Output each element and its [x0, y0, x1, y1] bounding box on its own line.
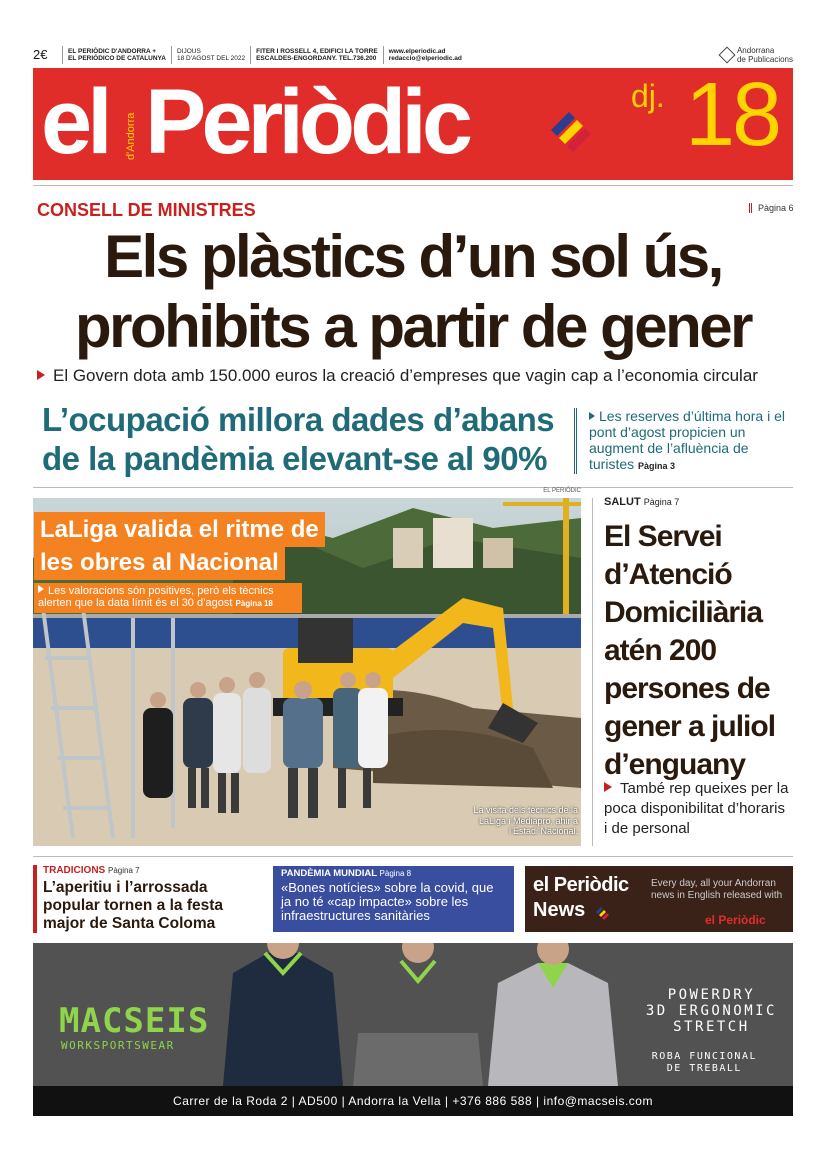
logo-periodic: Periòdic — [145, 71, 469, 173]
web-info[interactable] — [384, 46, 467, 64]
second-headline-line-2[interactable]: de la pandèmia elevant-se al 90% — [42, 440, 547, 477]
divider — [33, 856, 793, 857]
lead-page-ref: Pàgina 6 — [749, 203, 794, 213]
photo-kicker-line-2[interactable]: les obres al Nacional — [34, 545, 285, 580]
price: 2€ — [33, 46, 63, 64]
teaser-tradicions[interactable] — [33, 865, 263, 933]
teaser-2-page: Pàgina 8 — [379, 869, 412, 878]
logo-andorra: d'Andorra — [125, 112, 137, 160]
email-link[interactable]: redaccio@elperiodic.ad — [388, 55, 462, 62]
day-number: 18 — [685, 68, 780, 165]
ad-logo-sub: WORKSPORTSWEAR — [61, 1039, 175, 1052]
logo-el: el — [41, 71, 108, 173]
ad-slogan2-line-2: DE TREBALL — [666, 1063, 742, 1074]
news-promo-name-2: News — [533, 899, 586, 921]
right-headline[interactable]: El Servei d’Atenció Domiciliària atén 200 persones de gener a juliol d’enguany — [604, 520, 776, 781]
news-promo-brand: el Periòdic — [705, 913, 766, 927]
second-side-page: Pàgina 3 — [638, 461, 676, 471]
teaser-2-kicker-text: PANDÈMIA MUNDIAL — [281, 868, 377, 879]
photo-deck-text: Les valoracions són positives, però els tècnics alerten que la data límit és el 30 d’agost — [38, 585, 274, 609]
website-link[interactable]: www.elperiodic.ad — [388, 47, 446, 55]
bullet-triangle-icon — [38, 585, 44, 593]
news-promo[interactable] — [525, 866, 793, 932]
second-side-text: Les reserves d’última hora i el pont d’agost propicien un augment de l’afluència de turistes — [589, 408, 785, 472]
teaser-pandemia[interactable] — [273, 866, 514, 932]
publisher-line-2: EL PERIÓDICO DE CATALUNYA — [68, 55, 166, 62]
lead-headline-line-2[interactable]: prohibits a partir de gener — [75, 293, 751, 360]
lead-subhead-text: El Govern dota amb 150.000 euros la creació d’empreses que vagin cap a l’economia circular — [53, 366, 758, 385]
ad-slogan2-line-1: ROBA FUNCIONAL — [651, 1051, 757, 1062]
column-divider — [592, 498, 593, 846]
teaser-1-kicker — [43, 865, 263, 876]
association-diamond-icon — [718, 47, 735, 64]
second-side-note — [574, 408, 792, 474]
teaser-2-headline[interactable]: «Bones notícies» sobre la covid, que ja no té «cap impacte» sobre les infraestructures sanitàries — [281, 880, 494, 923]
right-deck-text: També rep queixes per la poca disponibilitat d’horaris i de personal — [604, 780, 789, 837]
lead-subhead — [37, 366, 758, 386]
day-abbreviation: dj. — [631, 78, 665, 114]
teaser-1-page: Pàgina 7 — [108, 866, 140, 875]
masthead[interactable] — [33, 68, 793, 180]
address-line-1: FITER I ROSSELL 4, EDIFICI LA TORRE — [256, 47, 378, 55]
right-kicker-page: Pàgina 7 — [643, 497, 680, 507]
lead-kicker: CONSELL DE MINISTRES — [37, 200, 256, 220]
divider — [33, 185, 793, 186]
address-info — [251, 46, 384, 64]
news-promo-name-1: el Periòdic — [533, 874, 629, 896]
date-line-1: DIJOUS — [177, 47, 201, 55]
teaser-2-kicker — [281, 868, 506, 879]
photo-kicker-line-1[interactable]: LaLiga valida el ritme de — [34, 512, 325, 547]
association-line-2: de Publicacions — [736, 55, 793, 64]
right-kicker — [604, 496, 679, 508]
date-info — [172, 46, 251, 64]
teaser-1-headline[interactable]: L’aperitiu i l’arrossada popular tornen a la festa major de Santa Coloma — [43, 879, 224, 932]
ad-slogan-secondary — [652, 1051, 757, 1075]
association-badge — [721, 46, 793, 64]
macseis-advertisement[interactable] — [33, 943, 793, 1116]
andorra-flag-icon — [595, 906, 611, 920]
photo-deck — [34, 583, 302, 613]
second-headline-line-1[interactable]: L’ocupació millora dades d’abans — [42, 401, 555, 438]
news-promo-tagline: Every day, all your Andorran news in English released with — [651, 878, 783, 901]
photo-caption: La visita dels tècnics de la LaLiga i Mediapro, ahir a l’Estadi Nacional. — [473, 805, 578, 836]
publisher-line-1: EL PERIÒDIC D'ANDORRA + — [68, 47, 157, 55]
ad-slogan-line-3: STRETCH — [673, 1019, 750, 1035]
lead-headline-line-1[interactable]: Els plàstics d’un sol ús, — [104, 223, 722, 290]
association-line-1: Andorrana — [736, 46, 775, 55]
date-line-2: 18 D'AGOST DEL 2022 — [177, 55, 246, 62]
andorra-flag-icon — [541, 108, 601, 158]
photo-credit: EL PERIÒDIC — [543, 488, 581, 494]
ad-slogan-line-1: POWERDRY — [667, 987, 756, 1003]
top-info-strip — [33, 45, 793, 65]
bullet-triangle-icon — [604, 782, 612, 792]
bullet-triangle-icon — [589, 412, 595, 420]
bullet-triangle-icon — [37, 370, 45, 380]
right-kicker-text: SALUT — [604, 496, 641, 508]
ad-slogan — [646, 987, 777, 1035]
lead-headline[interactable] — [33, 222, 793, 362]
photo-deck-page: Pàgina 18 — [235, 599, 273, 608]
teaser-1-kicker-text: TRADICIONS — [43, 865, 106, 876]
address-line-2: ESCALDES-ENGORDANY. TEL.736.200 — [256, 55, 377, 62]
second-headline[interactable] — [42, 400, 572, 478]
publisher-info — [63, 46, 172, 64]
ad-logo: MACSEIS — [59, 1001, 210, 1041]
ad-slogan-line-2: 3D ERGONOMIC — [645, 1003, 777, 1019]
ad-contact-bar[interactable]: Carrer de la Roda 2 | AD500 | Andorra la Vella | +376 886 588 | info@macseis.com — [33, 1086, 793, 1116]
right-deck — [604, 779, 792, 839]
